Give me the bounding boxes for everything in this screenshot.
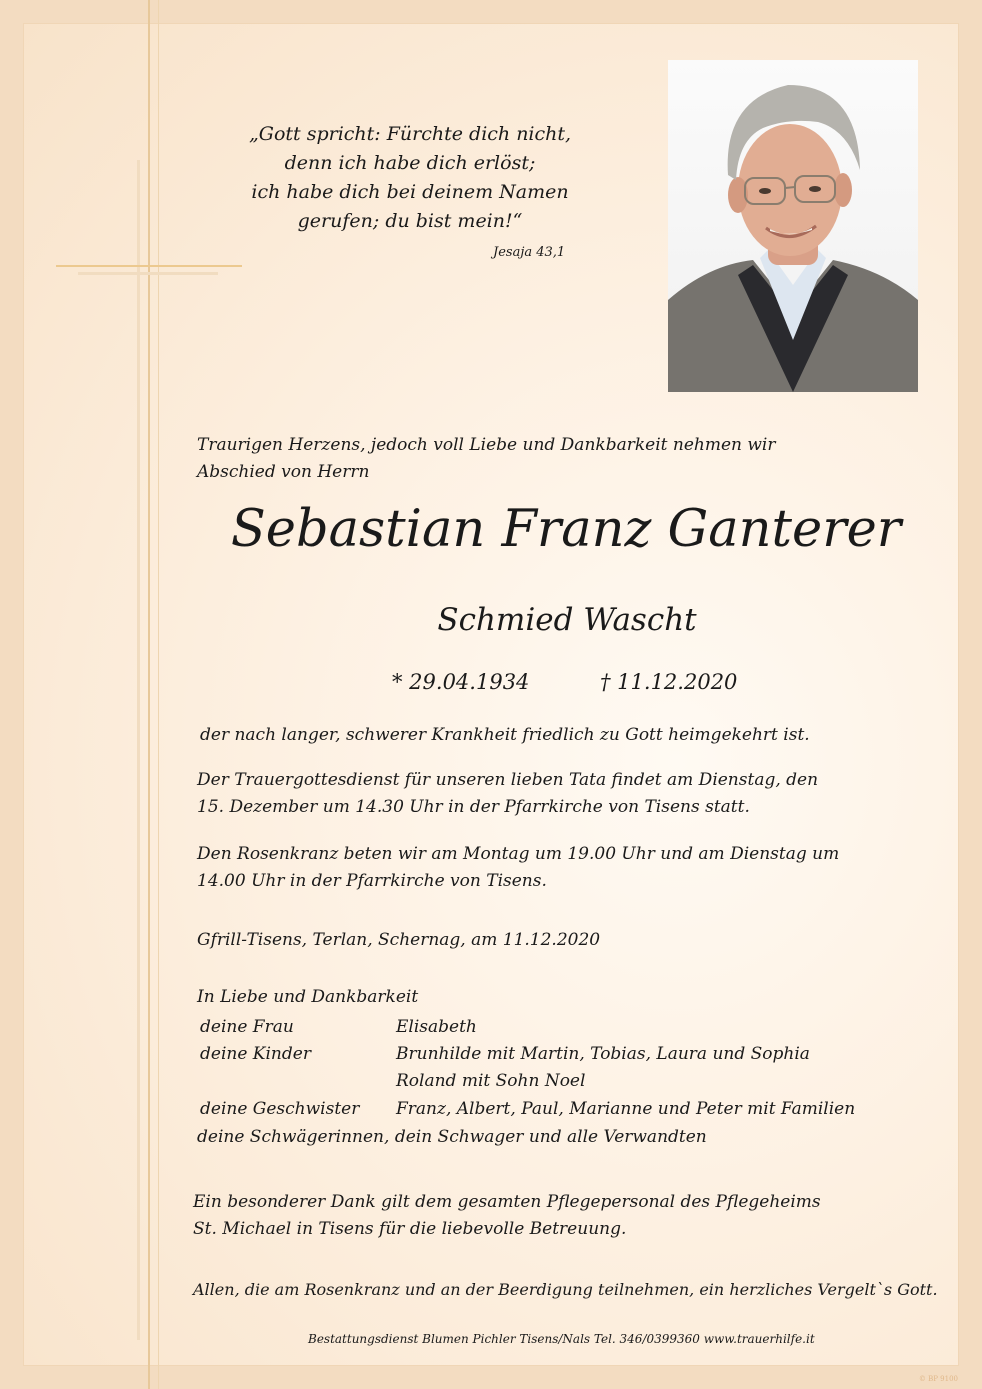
quote-line: „Gott spricht: Fürchte dich nicht, [248,123,572,145]
rosary-text: Den Rosenkranz beten wir am Montag um 19.00 Uhr und am Dienstag um [197,844,840,864]
family-relation: deine Geschwister [200,1099,360,1119]
funeral-text: Der Trauergottesdienst für unseren lieben Tata findet am Dienstag, den [197,770,819,790]
bible-quote [240,120,580,236]
cross-vertical [137,160,140,1340]
family-names: Roland mit Sohn Noel [396,1071,586,1091]
place-date: Gfrill-Tisens, Terlan, Schernag, am 11.12.2020 [197,930,601,950]
gold-line-right [158,0,159,1389]
after-name-text: der nach langer, schwerer Krankheit friedlich zu Gott heimgekehrt ist. [200,725,810,745]
rosary-text: 14.00 Uhr in der Pfarrkirche von Tisens. [197,871,547,891]
death-date: † 11.12.2020 [600,670,738,694]
thanks-text: St. Michael in Tisens für die liebevolle Betreuung. [193,1219,627,1239]
quote-source: Jesaja 43,1 [493,245,566,260]
copyright-mark: © BP 9100 [918,1375,958,1383]
cross-horizontal-gold [56,265,242,267]
closing-text: Allen, die am Rosenkranz und an der Beerdigung teilnehmen, ein herzliches Vergelt`s Gott. [193,1280,938,1299]
quote-line: denn ich habe dich erlöst; [284,152,536,174]
portrait-icon [668,60,918,392]
family-heading: In Liebe und Dankbarkeit [197,987,419,1007]
family-names: Brunhilde mit Martin, Tobias, Laura und Sophia [396,1044,810,1064]
funeral-service-footer: Bestattungsdienst Blumen Pichler Tisens/Nals Tel. 346/0399360 www.trauerhilfe.it [308,1332,815,1346]
thanks-text: Ein besonderer Dank gilt dem gesamten Pflegepersonal des Pflegeheims [193,1192,821,1212]
family-names: Franz, Albert, Paul, Marianne und Peter mit Familien [396,1099,856,1119]
deceased-name: Sebastian Franz Ganterer [230,500,902,559]
family-last-line: deine Schwägerinnen, dein Schwager und alle Verwandten [197,1127,707,1147]
cross-horizontal [78,272,218,275]
quote-line: ich habe dich bei deinem Namen [251,181,569,203]
intro-line: Traurigen Herzens, jedoch voll Liebe und Dankbarkeit nehmen wir [197,435,776,455]
family-relation: deine Frau [200,1017,294,1037]
nickname: Schmied Wascht [437,602,697,638]
portrait-photo [668,60,918,392]
quote-line: gerufen; du bist mein!“ [297,210,523,232]
intro-line: Abschied von Herrn [197,462,370,482]
family-relation: deine Kinder [200,1044,311,1064]
family-names: Elisabeth [396,1017,477,1037]
funeral-text: 15. Dezember um 14.30 Uhr in der Pfarrkirche von Tisens statt. [197,797,750,817]
gold-line-left [148,0,150,1389]
birth-date: * 29.04.1934 [392,670,530,694]
